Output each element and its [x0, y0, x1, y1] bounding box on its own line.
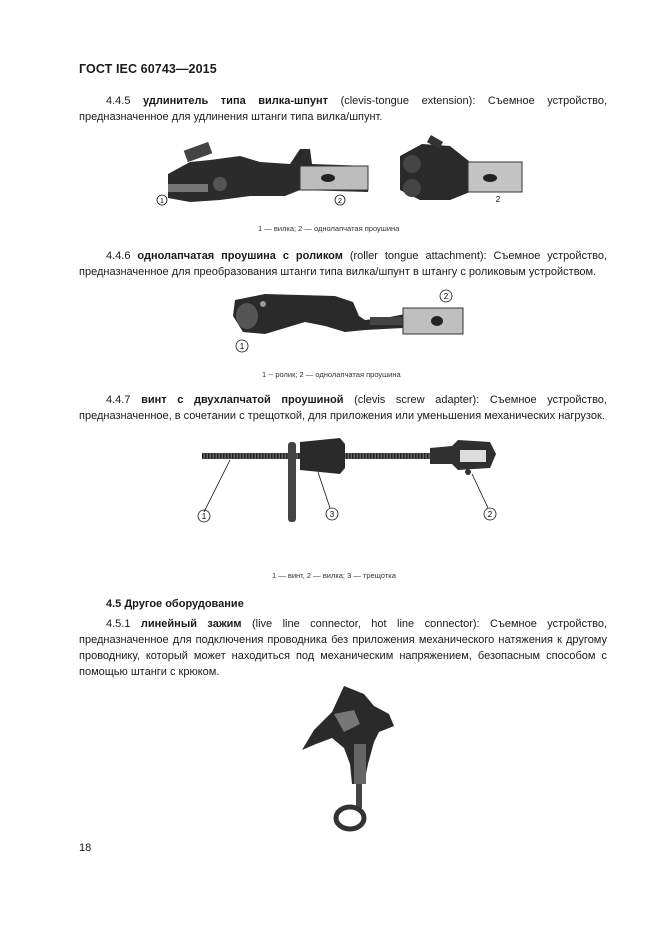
live-line-connector-photo — [302, 686, 394, 829]
svg-text:1: 1 — [201, 512, 207, 521]
paragraph-4-4-5 — [79, 93, 607, 125]
item-number: 4.4.5 — [106, 95, 131, 107]
marker-1 — [198, 510, 210, 522]
marker-2 — [484, 508, 496, 520]
item-number: 4.4.6 — [106, 250, 131, 262]
marker-2 — [440, 290, 452, 302]
term: линейный зажим — [140, 618, 242, 630]
caption-4-4-6: 1 -- ролик; 2 — однолапчатая проушина — [262, 370, 401, 379]
item-number: 4.5.1 — [106, 618, 131, 630]
svg-text:2: 2 — [443, 292, 449, 301]
svg-text:3: 3 — [329, 510, 335, 519]
svg-text:2: 2 — [495, 195, 501, 204]
figure-live-line-connector — [294, 684, 404, 834]
clevis-tongue-extension-left-photo — [168, 142, 368, 202]
definition: (clevis-tongue extension): Съемное устройство, предназначенное для удлинения штанги типа вилка/шпунт. — [79, 95, 607, 123]
marker-1 — [236, 340, 248, 352]
section-heading: 4.5 Другое оборудование — [106, 598, 244, 610]
page-number: 18 — [79, 842, 92, 854]
term: винт с двухлапчатой проушиной — [141, 394, 344, 406]
caption-4-4-5: 1 — вилка; 2 — однолапчатая проушина — [258, 224, 400, 233]
definition: (clevis screw adapter): Съемное устройство, предназначенное, в сочетании с трещоткой, для приложения или уменьшения механических нагрузок. — [79, 394, 607, 422]
term: однолапчатая проушина с роликом — [137, 250, 343, 262]
roller-tongue-attachment-photo — [233, 294, 463, 334]
svg-text:2: 2 — [338, 198, 342, 205]
marker-3 — [326, 508, 338, 520]
svg-text:2: 2 — [487, 510, 493, 519]
figure-clevis-screw-adapter — [190, 432, 510, 542]
svg-text:1: 1 — [160, 198, 164, 205]
paragraph-4-4-7 — [79, 392, 607, 424]
paragraph-4-4-6 — [79, 248, 607, 280]
document-header: ГОСТ IEC 60743—2015 — [79, 62, 217, 76]
paragraph-4-5-1 — [79, 616, 607, 680]
svg-text:1: 1 — [239, 342, 245, 351]
figure-clevis-tongue-extension — [150, 134, 530, 214]
clevis-screw-adapter-photo — [202, 438, 496, 522]
caption-4-4-7: 1 — винт, 2 — вилка; 3 — трещотка — [272, 571, 396, 580]
marker-2-right — [496, 195, 501, 204]
item-number: 4.4.7 — [106, 394, 131, 406]
marker-1 — [157, 195, 167, 205]
clevis-tongue-extension-right-photo — [400, 135, 522, 200]
definition: (roller tongue attachment): Съемное устройство, предназначенное для преобразования штанги типа вилка/шпунт в штангу с роликовым устройством. — [79, 250, 607, 278]
figure-roller-tongue-attachment — [225, 286, 475, 356]
definition: (live line connector, hot line connector): Съемное устройство, предназначенное для подключения проводника без приложения механического натяжения к другому проводнику, который может находиться под механическим напряжением, безопасным способом с помощью штанги с крюком. — [79, 618, 607, 678]
term: удлинитель типа вилка-шпунт — [143, 95, 329, 107]
marker-2 — [335, 195, 345, 205]
